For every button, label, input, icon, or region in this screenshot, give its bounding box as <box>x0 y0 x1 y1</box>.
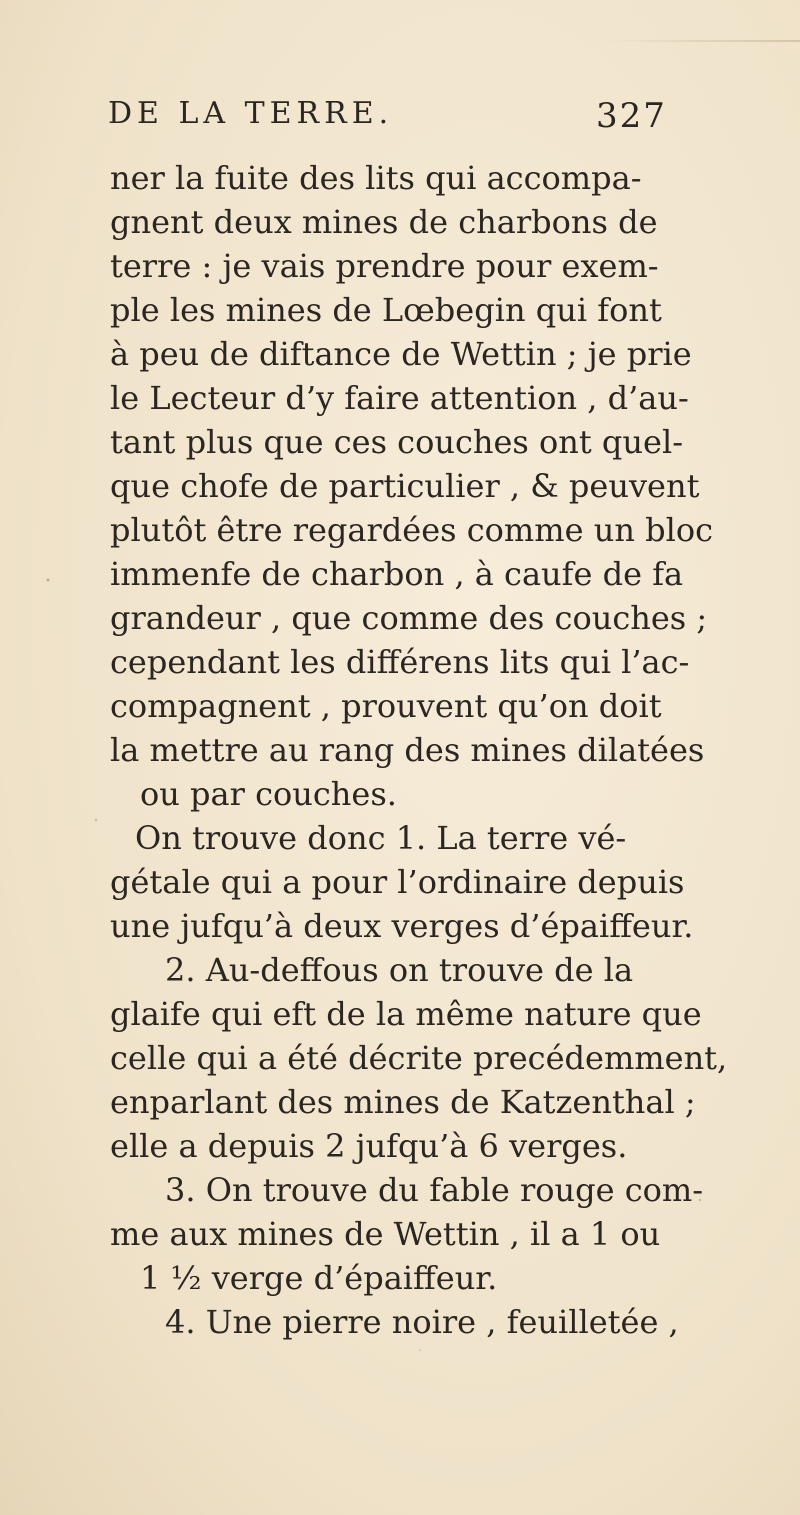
page-header <box>108 88 728 148</box>
text-line: que chofe de particulier , & peuvent <box>110 467 700 505</box>
text-line: 3. On trouve du fable rouge com- <box>165 1171 704 1209</box>
text-line: celle qui a été décrite precédemment, <box>110 1039 728 1077</box>
running-head: DE LA TERRE. <box>108 96 394 131</box>
page-number: 327 <box>596 96 667 136</box>
text-line: à peu de diftance de Wettin ; je prie <box>110 335 692 373</box>
text-line: 2. Au-deffous on trouve de la <box>165 951 634 989</box>
text-line: gétale qui a pour l’ordinaire depuis <box>110 863 685 901</box>
text-line: tant plus que ces couches ont quel- <box>110 423 683 461</box>
text-line: ner la fuite des lits qui accompa- <box>110 159 642 197</box>
text-line: compagnent , prouvent qu’on doit <box>110 687 662 725</box>
body-text <box>110 156 760 1344</box>
text-line: On trouve donc 1. La terre vé- <box>135 819 627 857</box>
text-line: immenfe de charbon , à caufe de fa <box>110 555 684 593</box>
text-line: cependant les différens lits qui l’ac- <box>110 643 690 681</box>
text-line: me aux mines de Wettin , il a 1 ou <box>110 1215 661 1253</box>
text-line: terre : je vais prendre pour exem- <box>110 247 659 285</box>
text-line: enparlant des mines de Katzenthal ; <box>110 1083 696 1121</box>
text-line: une jufqu’à deux verges d’épaiffeur. <box>110 907 694 945</box>
page-fold-line <box>600 40 800 42</box>
text-line: le Lecteur d’y faire attention , d’au- <box>110 379 689 417</box>
text-line: grandeur , que comme des couches ; <box>110 599 708 637</box>
text-line: plutôt être regardées comme un bloc <box>110 511 714 549</box>
text-line: 4. Une pierre noire , feuilletée , <box>165 1303 679 1341</box>
text-line: ple les mines de Lœbegin qui font <box>110 291 662 329</box>
text-line: ou par couches. <box>140 775 397 813</box>
text-line: la mettre au rang des mines dilatées <box>110 731 705 769</box>
text-line: glaife qui eft de la même nature que <box>110 995 702 1033</box>
text-line: elle a depuis 2 jufqu’à 6 verges. <box>110 1127 628 1165</box>
text-line: 1 ½ verge d’épaiffeur. <box>140 1259 498 1297</box>
text-line: gnent deux mines de charbons de <box>110 203 658 241</box>
